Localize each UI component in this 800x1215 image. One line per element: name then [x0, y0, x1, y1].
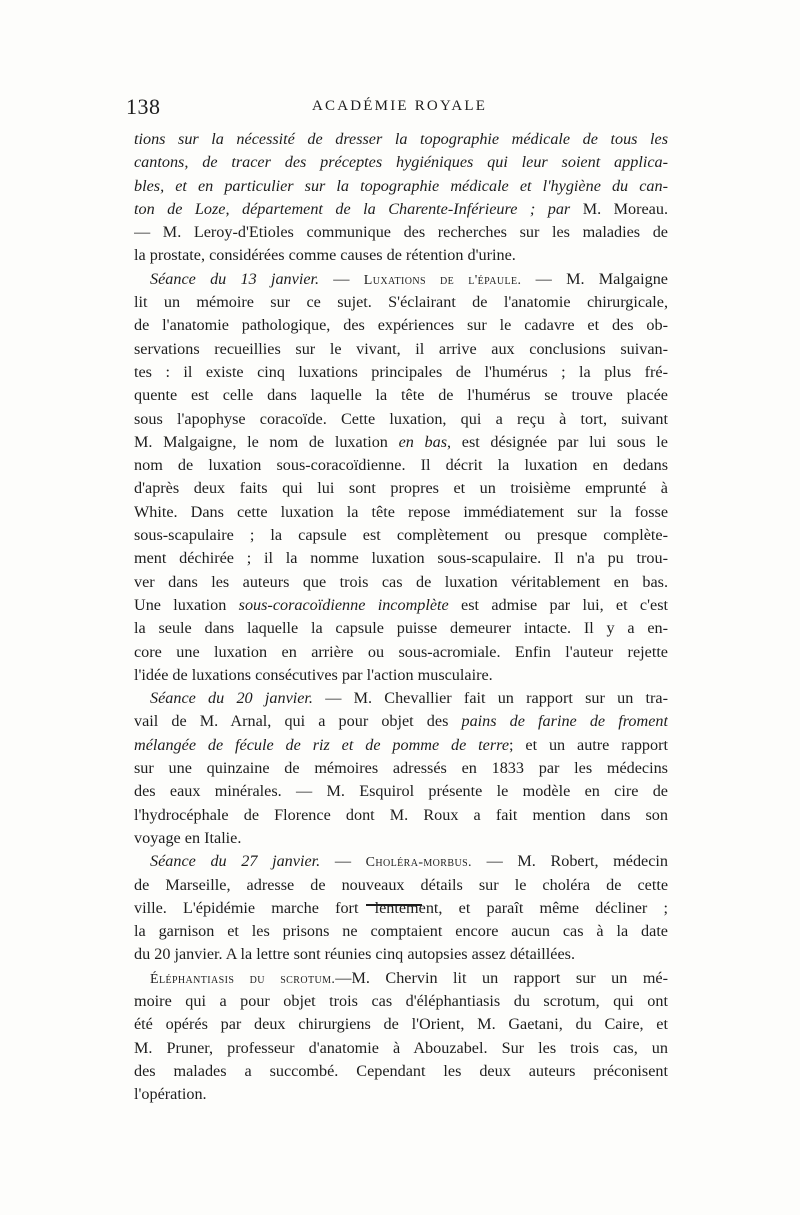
- text-line: [134, 874, 668, 897]
- text-line: [134, 920, 668, 943]
- text-line: [134, 314, 668, 337]
- text-segment: été opérés par deux chirurgiens de l'Orient, M. Gaetani, du Caire, et: [134, 1015, 668, 1034]
- text-segment: des eaux minérales. — M. Esquirol présente le modèle en cire de: [134, 782, 668, 801]
- text-segment: en bas: [398, 432, 448, 451]
- text-segment: —: [320, 852, 366, 871]
- text-segment: sous l'apophyse coracoïde. Cette luxation, qui a reçu à tort, suivant: [134, 409, 668, 428]
- text-line: [134, 571, 668, 594]
- text-line: [134, 1083, 668, 1106]
- text-line: [134, 734, 668, 757]
- text-line: [134, 710, 668, 733]
- text-line: [134, 198, 668, 221]
- text-line: [134, 151, 668, 174]
- text-line: [134, 408, 668, 431]
- text-line: [134, 338, 668, 361]
- text-segment: d'après deux faits qui lui sont propres et un troisième emprunté à: [134, 479, 668, 498]
- running-title: ACADÉMIE ROYALE: [312, 98, 488, 114]
- text-line: [134, 827, 668, 850]
- text-line: [134, 175, 668, 198]
- text-segment: la seule dans laquelle la capsule puisse demeurer intacte. Il y a en-: [134, 619, 668, 638]
- body-text: [134, 128, 668, 1106]
- text-segment: Luxations de l'épaule.: [363, 272, 522, 288]
- text-line: [134, 780, 668, 803]
- text-segment: vail de M. Arnal, qui a pour objet des: [134, 712, 462, 731]
- text-segment: Éléphantiasis du scrotum.: [150, 971, 336, 987]
- text-segment: moire qui a pour objet trois cas d'éléphantiasis du scrotum, qui ont: [134, 991, 668, 1010]
- text-line: [134, 524, 668, 547]
- text-segment: tes : il existe cinq luxations principales de l'humérus ; la plus fré-: [134, 362, 668, 381]
- text-line: [134, 244, 668, 267]
- text-segment: M. Pruner, professeur d'anatomie à Abouzabel. Sur les trois cas, un: [134, 1038, 668, 1057]
- text-line: [134, 990, 668, 1013]
- text-line: [134, 291, 668, 314]
- end-rule: [366, 904, 422, 906]
- text-segment: sous-scapulaire ; la capsule est complètement ou presque complète-: [134, 526, 668, 545]
- text-segment: —: [319, 269, 364, 288]
- text-segment: mélangée de fécule de riz et de pomme de terre: [134, 735, 510, 754]
- text-segment: de Marseille, adresse de nouveaux détails sur le choléra de cette: [134, 875, 668, 894]
- page-number: 138: [126, 94, 161, 119]
- text-line: [134, 967, 668, 990]
- text-line: [134, 384, 668, 407]
- text-line: [134, 617, 668, 640]
- text-line: [134, 1013, 668, 1036]
- text-segment: bles, et en particulier sur la topographie médicale et l'hygiène du can-: [134, 176, 668, 195]
- text-segment: ment déchirée ; il la nomme luxation sous-scapulaire. Il n'a pu trou-: [134, 549, 668, 568]
- text-segment: du 20 janvier. A la lettre sont réunies cinq autopsies assez détaillées.: [134, 945, 575, 964]
- text-line: [134, 641, 668, 664]
- text-segment: ver dans les auteurs que trois cas de luxation véritablement en bas.: [134, 572, 668, 591]
- text-line: [134, 1037, 668, 1060]
- text-segment: White. Dans cette luxation la tête repose immédiatement sur la fosse: [134, 502, 668, 521]
- text-segment: des malades a succombé. Cependant les deux auteurs préconisent: [134, 1061, 668, 1080]
- text-segment: Séance du 13 janvier.: [150, 269, 320, 288]
- text-segment: — M. Robert, médecin: [471, 852, 668, 871]
- text-segment: cantons, de tracer des préceptes hygiéniques qui leur soient applica-: [134, 153, 668, 172]
- text-line: [134, 943, 668, 966]
- text-line: [134, 757, 668, 780]
- text-segment: servations recueillies sur le vivant, il arrive aux conclusions suivan-: [134, 339, 668, 358]
- text-segment: sur une quinzaine de mémoires adressés en 1833 par les médecins: [134, 759, 668, 778]
- text-segment: quente est celle dans laquelle la tête de l'humérus se trouve placée: [134, 386, 668, 405]
- text-line: [134, 547, 668, 570]
- text-segment: l'hydrocéphale de Florence dont M. Roux a fait mention dans son: [134, 805, 668, 824]
- text-line: [134, 897, 668, 920]
- text-segment: — M. Malgaigne: [521, 269, 668, 288]
- text-segment: M. Malgaigne, le nom de luxation: [134, 432, 399, 451]
- text-segment: pains de farine de froment: [461, 712, 668, 731]
- text-line: [134, 687, 668, 710]
- text-segment: l'idée de luxations consécutives par l'action musculaire.: [134, 665, 493, 684]
- text-line: [134, 361, 668, 384]
- text-segment: de l'anatomie pathologique, des expériences sur le cadavre et des ob-: [134, 316, 668, 335]
- text-line: [134, 501, 668, 524]
- text-segment: —M. Chervin lit un rapport sur un mé-: [335, 968, 668, 987]
- text-segment: ville. L'épidémie marche fort lentement, et paraît même décliner ;: [134, 898, 668, 917]
- text-segment: l'opération.: [134, 1085, 207, 1104]
- text-segment: M. Moreau.: [570, 199, 668, 218]
- text-segment: lit un mémoire sur ce sujet. S'éclairant de l'anatomie chirurgicale,: [134, 293, 668, 312]
- text-segment: — M. Leroy-d'Etioles communique des recherches sur les maladies de: [134, 223, 668, 242]
- text-segment: Séance du 27 janvier.: [150, 852, 321, 871]
- text-segment: Choléra-morbus.: [365, 855, 472, 871]
- text-line: [134, 431, 668, 454]
- text-segment: Une luxation: [134, 595, 239, 614]
- text-segment: la garnison et les prisons ne comptaient encore aucun cas à la date: [134, 922, 668, 941]
- text-segment: Séance du 20 janvier.: [150, 689, 313, 708]
- text-segment: nom de luxation sous-coracoïdienne. Il décrit la luxation en dedans: [134, 456, 668, 475]
- text-line: [134, 850, 668, 873]
- text-line: [134, 664, 668, 687]
- text-line: [134, 128, 668, 151]
- text-line: [134, 804, 668, 827]
- text-segment: core une luxation en arrière ou sous-acromiale. Enfin l'auteur rejette: [134, 642, 668, 661]
- text-segment: , est désignée par lui sous le: [447, 432, 668, 451]
- text-line: [134, 221, 668, 244]
- text-segment: est admise par lui, et c'est: [448, 595, 668, 614]
- text-segment: ; et un autre rapport: [509, 735, 668, 754]
- text-line: [134, 477, 668, 500]
- text-line: [134, 454, 668, 477]
- text-segment: tions sur la nécessité de dresser la topographie médicale de tous les: [134, 130, 668, 148]
- running-head: [126, 94, 686, 122]
- text-line: [134, 594, 668, 617]
- text-segment: — M. Chevallier fait un rapport sur un tra-: [312, 689, 668, 708]
- text-segment: ton de Loze, département de la Charente-Inférieure ; par: [134, 199, 571, 218]
- text-line: [134, 268, 668, 291]
- text-segment: sous-coracoïdienne incomplète: [238, 595, 449, 614]
- text-segment: voyage en Italie.: [134, 828, 242, 847]
- text-line: [134, 1060, 668, 1083]
- text-segment: la prostate, considérées comme causes de rétention d'urine.: [134, 246, 516, 265]
